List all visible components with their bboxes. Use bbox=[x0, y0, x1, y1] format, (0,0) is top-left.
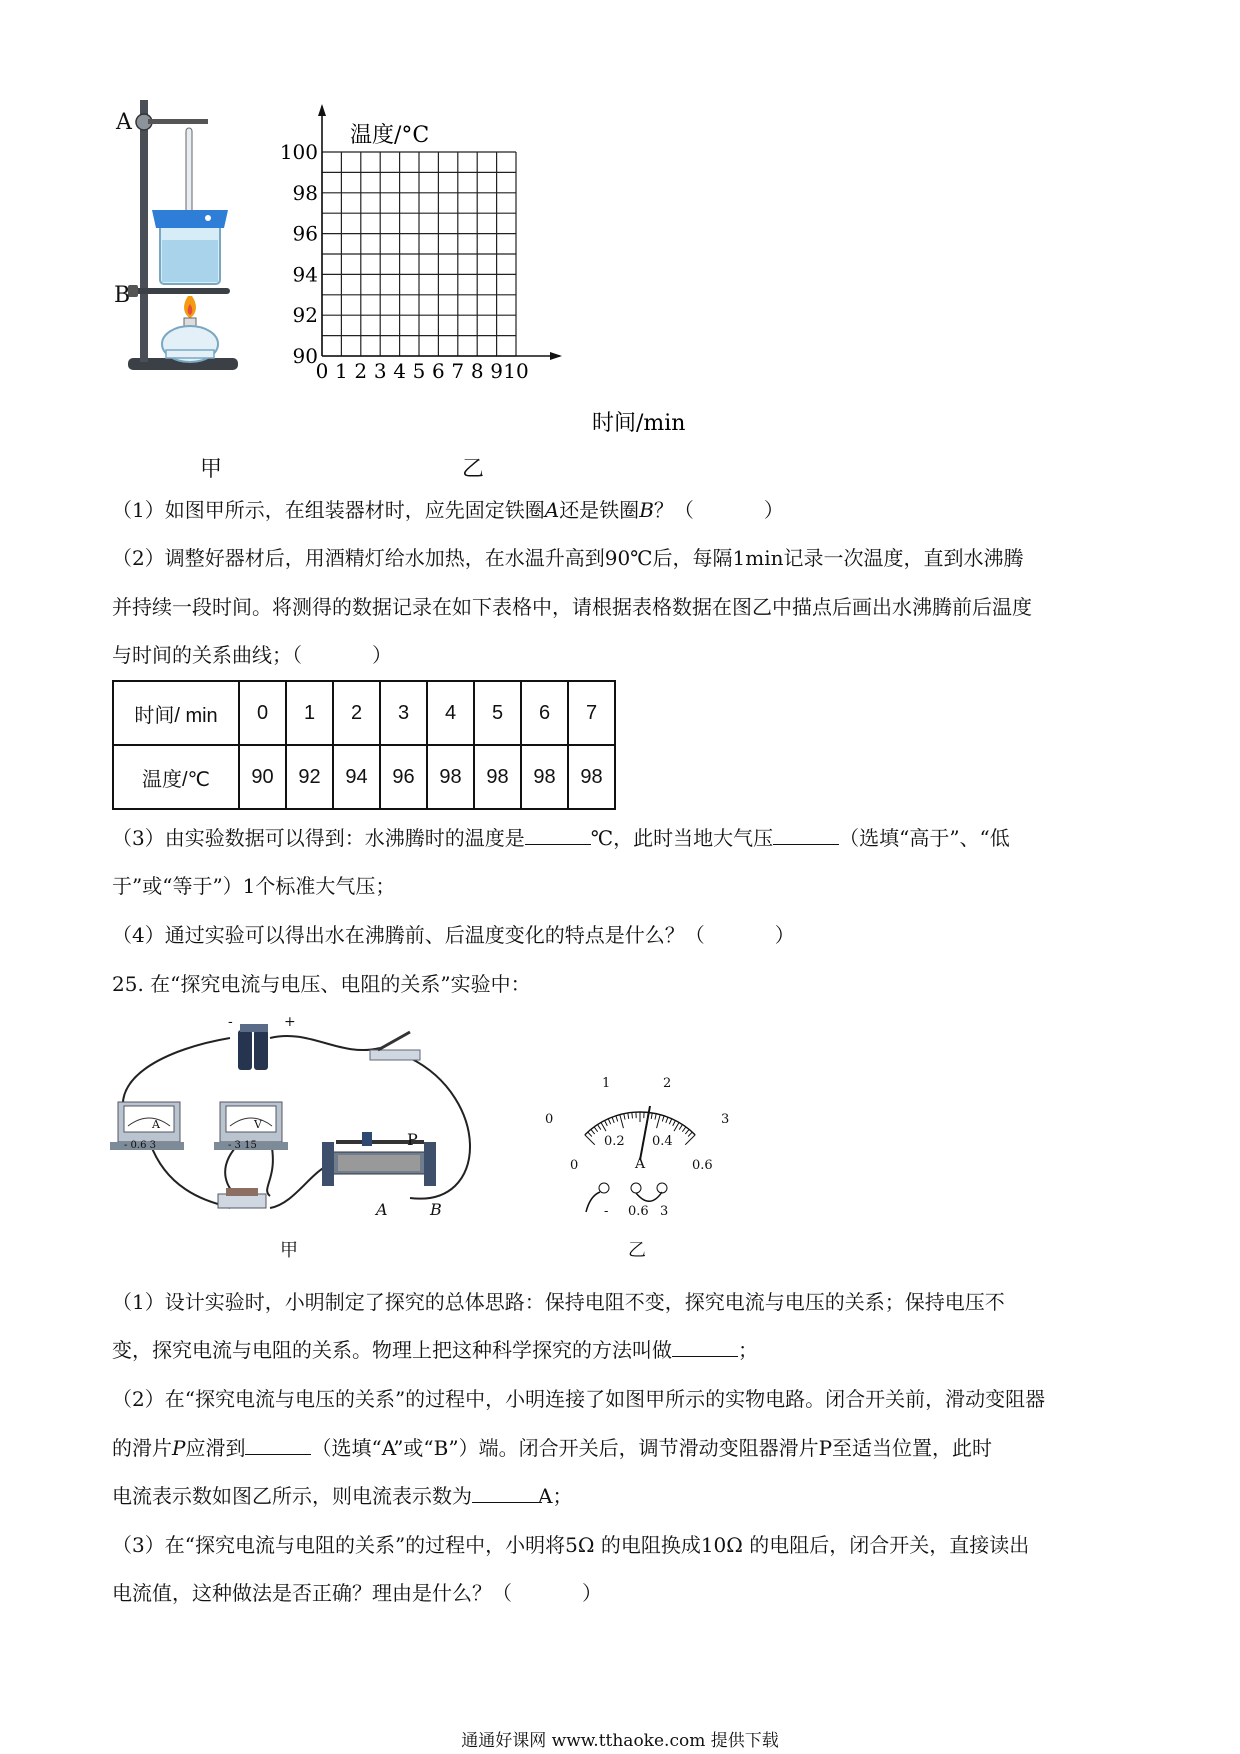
dial-caption-yi: 乙 bbox=[628, 1240, 646, 1261]
table-cell: 1 bbox=[286, 681, 333, 745]
dial-tick bbox=[594, 1127, 598, 1132]
answer-blank[interactable] bbox=[773, 826, 839, 845]
x-tick-label: 3 bbox=[373, 359, 387, 383]
q25-part2-line2: 的滑片P应滑到 （选填“A”或“B”）端。闭合开关后，调节滑动变阻器滑片P至适当位置，此时 bbox=[112, 1436, 993, 1460]
dial-tick bbox=[666, 1117, 668, 1123]
q24-part4: （4）通过实验可以得出水在沸腾前、后温度变化的特点是什么？（ ） bbox=[112, 923, 795, 947]
dial-tick bbox=[669, 1119, 671, 1124]
x-tick-label: 0 bbox=[315, 359, 329, 383]
y-tick-label: 94 bbox=[292, 262, 318, 287]
y-tick-label: 96 bbox=[292, 221, 318, 246]
table-cell: 7 bbox=[568, 681, 615, 745]
q25-part2-line3: 电流表示数如图乙所示，则电流表示数为 A； bbox=[112, 1484, 573, 1508]
dial-terminal-minus: - bbox=[604, 1204, 609, 1219]
x-tick-label: 6 bbox=[432, 359, 445, 383]
ammeter-letter: A bbox=[152, 1118, 160, 1131]
dial-outer-2: 2 bbox=[663, 1076, 672, 1091]
dial-tick bbox=[620, 1115, 624, 1129]
q25-part2-line1: （2）在“探究电流与电压的关系”的过程中，小明连接了如图甲所示的实物电路。闭合开关前，滑动变阻器 bbox=[112, 1387, 1046, 1411]
slider-p-label: P bbox=[407, 1130, 418, 1149]
x-tick-label: 4 bbox=[393, 359, 406, 383]
dial-tick bbox=[679, 1125, 682, 1130]
dial-inner-02: 0.2 bbox=[604, 1134, 625, 1149]
grid-chart-svg bbox=[279, 100, 710, 440]
q24-part1: （1）如图甲所示，在组装器材时，应先固定铁圈A还是铁圈B？（ ） bbox=[112, 498, 784, 522]
table-cell: 2 bbox=[333, 681, 380, 745]
dial-tick bbox=[591, 1129, 595, 1134]
x-axis-label: 时间/min bbox=[592, 411, 686, 436]
dial-tick bbox=[688, 1132, 692, 1136]
x-tick-label: 8 bbox=[470, 359, 484, 383]
ammeter-terminals: - 0.6 3 bbox=[124, 1140, 157, 1151]
q25-title: 25. 在“探究电流与电压、电阻的关系”实验中： bbox=[112, 972, 531, 996]
dial-tick bbox=[632, 1112, 633, 1118]
table-cell: 6 bbox=[521, 681, 568, 745]
dial-tick bbox=[657, 1115, 661, 1129]
dial-outer-3: 3 bbox=[721, 1112, 730, 1127]
q24-part2-line2: 并持续一段时间。将测得的数据记录在如下表格中，请根据表格数据在图乙中描点后画出水沸腾前后温度 bbox=[112, 595, 1032, 619]
table-header-time: 时间/ min bbox=[113, 681, 239, 745]
dial-scale bbox=[585, 1112, 695, 1145]
dial-inner-04: 0.4 bbox=[652, 1134, 673, 1149]
y-tick-label: 92 bbox=[292, 303, 318, 328]
page-footer: 通通好课网 www.tthaoke.com 提供下载 bbox=[461, 1731, 779, 1751]
q24-part3-line1: （3）由实验数据可以得到：水沸腾时的温度是 ℃，此时当地大气压 （选填“高于”、“低 bbox=[112, 826, 1010, 850]
q24-part3-line2: 于”或“等于”）1个标准大气压； bbox=[112, 874, 396, 898]
dial-tick bbox=[673, 1121, 676, 1126]
dial-tick bbox=[598, 1125, 601, 1130]
rheostat-a-label: A bbox=[376, 1200, 388, 1219]
x-tick-label: 1 bbox=[335, 359, 348, 383]
dial-inner-06: 0.6 bbox=[692, 1158, 713, 1173]
table-cell: 3 bbox=[380, 681, 427, 745]
dial-outer-0: 0 bbox=[545, 1112, 554, 1127]
dial-tick bbox=[682, 1127, 686, 1132]
dial-tick bbox=[601, 1122, 606, 1131]
q24-part2-line1: （2）调整好器材后，用酒精灯给水加热，在水温升高到90℃后，每隔1min记录一次温度，直到水沸腾 bbox=[112, 546, 1024, 570]
dial-tick bbox=[616, 1116, 618, 1122]
q24-part2-line3: 与时间的关系曲线；（ ） bbox=[112, 643, 392, 667]
table-row bbox=[113, 681, 615, 745]
figure-caption-yi: 乙 bbox=[462, 457, 485, 482]
table-cell: 98 bbox=[568, 745, 615, 809]
q25-part3-line1: （3）在“探究电流与电阻的关系”的过程中，小明将5Ω 的电阻换成10Ω 的电阻后，闭合开关，直接读出 bbox=[112, 1533, 1030, 1557]
voltmeter-letter: V bbox=[254, 1118, 262, 1131]
x-tick-label: 10 bbox=[503, 359, 529, 383]
y-tick-label: 100 bbox=[279, 140, 318, 164]
dial-tick bbox=[685, 1129, 689, 1134]
data-table bbox=[112, 680, 616, 810]
circuit-illustration bbox=[110, 1018, 490, 1230]
table-cell: 98 bbox=[427, 745, 474, 809]
voltmeter-terminals: - 3 15 bbox=[228, 1140, 257, 1151]
y-axis-label: 温度/°C bbox=[350, 123, 430, 148]
dial-terminal-3: 3 bbox=[660, 1204, 669, 1219]
table-cell: 5 bbox=[474, 681, 521, 745]
boiling-apparatus-figure bbox=[100, 100, 280, 430]
answer-blank[interactable] bbox=[672, 1338, 738, 1357]
dial-tick bbox=[585, 1135, 595, 1145]
dial-tick bbox=[674, 1122, 679, 1131]
table-cell: 96 bbox=[380, 745, 427, 809]
dial-tick bbox=[624, 1114, 625, 1120]
rheostat-b-label: B bbox=[430, 1200, 442, 1219]
dial-tick bbox=[685, 1135, 695, 1145]
answer-blank[interactable] bbox=[472, 1484, 538, 1503]
dial-tick bbox=[605, 1121, 608, 1126]
table-cell: 92 bbox=[286, 745, 333, 809]
q25-part3-line2: 电流值，这种做法是否正确？理由是什么？（ ） bbox=[112, 1581, 602, 1605]
dial-tick bbox=[612, 1117, 614, 1123]
x-tick-label: 2 bbox=[354, 359, 368, 383]
y-axis-arrow bbox=[318, 104, 326, 116]
x-axis-arrow bbox=[550, 352, 562, 360]
dial-inner-0: 0 bbox=[570, 1158, 579, 1173]
table-cell: 4 bbox=[427, 681, 474, 745]
y-tick-label: 98 bbox=[292, 180, 318, 205]
iron-stand-illustration bbox=[100, 100, 280, 430]
table-row bbox=[113, 745, 615, 809]
y-tick-label: 90 bbox=[292, 344, 318, 368]
figure-caption-jia: 甲 bbox=[200, 457, 223, 482]
dial-tick bbox=[662, 1116, 664, 1122]
table-header-temp: 温度/℃ bbox=[113, 745, 239, 809]
table-cell: 94 bbox=[333, 745, 380, 809]
answer-blank[interactable] bbox=[525, 826, 591, 845]
q25-part1-line2: 变，探究电流与电阻的关系。物理上把这种科学探究的方法叫做 ； bbox=[112, 1338, 758, 1362]
dial-outer-1: 1 bbox=[602, 1076, 611, 1091]
dial-tick bbox=[651, 1113, 652, 1119]
battery-plus-label: + bbox=[284, 1014, 296, 1030]
temperature-time-grid bbox=[279, 100, 710, 440]
dial-tick bbox=[655, 1114, 656, 1120]
answer-blank[interactable] bbox=[245, 1436, 311, 1455]
table-cell: 0 bbox=[239, 681, 286, 745]
table-cell: 90 bbox=[239, 745, 286, 809]
dial-unit-label: A bbox=[635, 1156, 646, 1172]
q25-part1-line1: （1）设计实验时，小明制定了探究的总体思路：保持电阻不变，探究电流与电压的关系；保持电压不 bbox=[112, 1290, 1005, 1314]
x-tick-label: 5 bbox=[412, 359, 426, 383]
circuit-figure bbox=[110, 1018, 490, 1230]
dial-tick bbox=[628, 1113, 629, 1119]
table-cell: 98 bbox=[474, 745, 521, 809]
ring-a-label: A bbox=[116, 110, 132, 135]
x-tick-label: 7 bbox=[451, 359, 465, 383]
table-cell: 98 bbox=[521, 745, 568, 809]
dial-terminal-06: 0.6 bbox=[628, 1204, 649, 1219]
dial-tick bbox=[608, 1119, 610, 1124]
dial-tick bbox=[588, 1132, 592, 1136]
battery-minus-label: - bbox=[228, 1014, 233, 1030]
circuit-caption-jia: 甲 bbox=[280, 1240, 298, 1261]
dial-needle bbox=[640, 1106, 650, 1160]
ring-b-label: B bbox=[114, 283, 131, 308]
x-tick-label: 9 bbox=[490, 359, 503, 383]
